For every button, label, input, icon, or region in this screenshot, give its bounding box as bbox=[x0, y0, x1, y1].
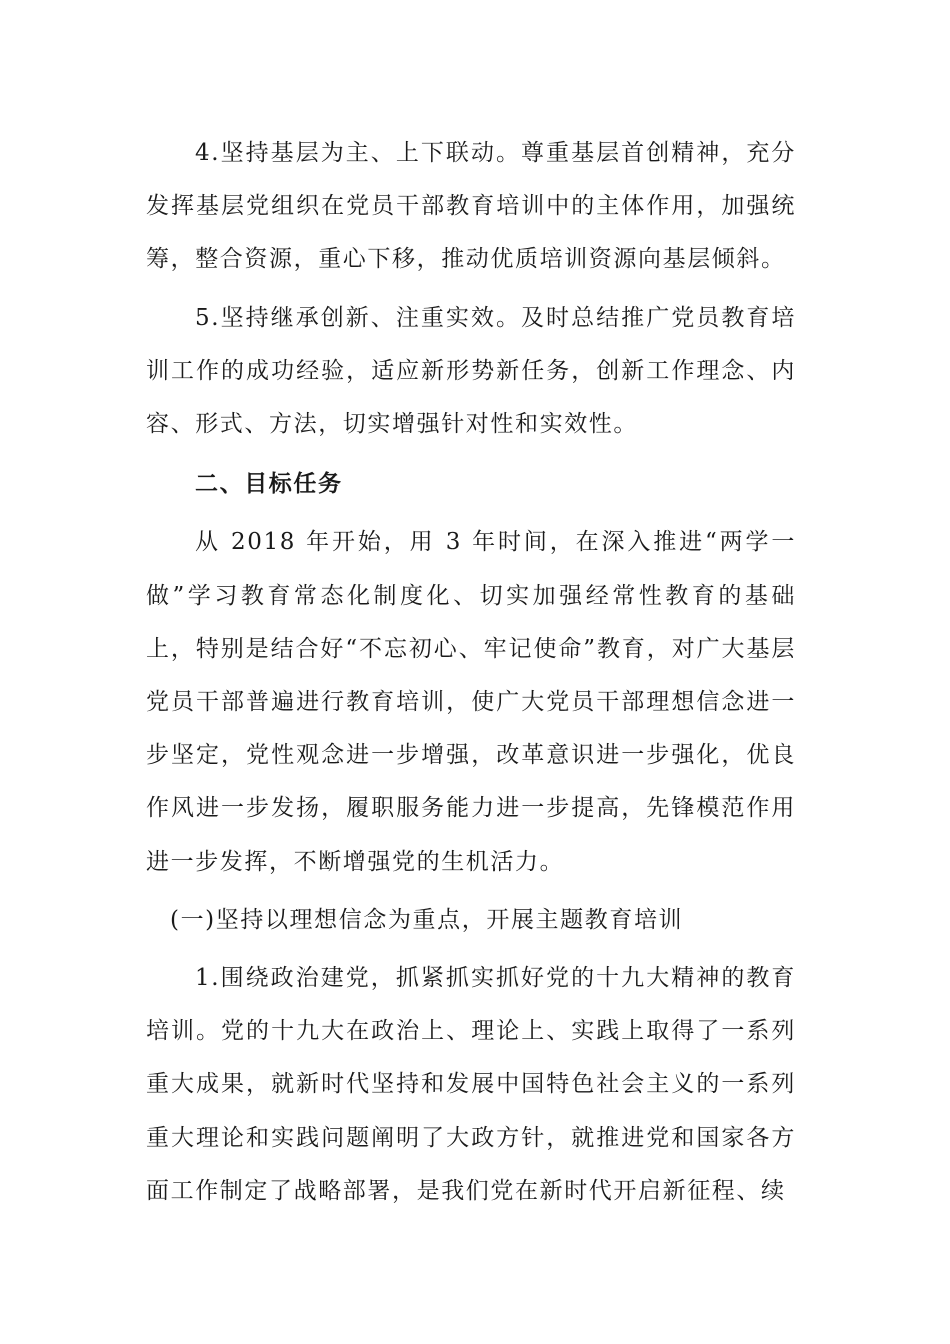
document-body bbox=[146, 127, 796, 1218]
section-heading-goals: 二、目标任务 bbox=[195, 471, 343, 498]
paragraph-principle-5: 5.坚持继承创新、注重实效。及时总结推广党员教育培训工作的成功经验，适应新形势新任务，创新工作理念、内容、形式、方法，切实增强针对性和实效性。 bbox=[146, 304, 796, 438]
paragraph-principle-4: 4.坚持基层为主、上下联动。尊重基层首创精神，充分发挥基层党组织在党员干部教育培训中的主体作用，加强统筹，整合资源，重心下移，推动优质培训资源向基层倾斜。 bbox=[146, 140, 796, 273]
subsection-heading-1: (一)坚持以理想信念为重点，开展主题教育培训 bbox=[170, 906, 684, 933]
paragraph-goals-intro: 从 2018 年开始，用 3 年时间，在深入推进“两学一做”学习教育常态化制度化、切实加强经常性教育的基础上，特别是结合好“不忘初心、牢记使命”教育，对广大基层党员干部普遍进行教育培训，使广大党员干部理想信念进一步坚定，党性观念进一步增强，改革意识进一步强化，优良作风进一步发扬，履职服务能力进一步提高，先锋模范作用进一步发挥，不断增强党的生机活力。 bbox=[146, 529, 796, 875]
paragraph-item-1: 1.围绕政治建党，抓紧抓实抓好党的十九大精神的教育培训。党的十九大在政治上、理论上、实践上取得了一系列重大成果，就新时代坚持和发展中国特色社会主义的一系列重大理论和实践问题阐明了大政方针，就推进党和国家各方面工作制定了战略部署，是我们党在新时代开启新征程、续 bbox=[146, 965, 796, 1204]
